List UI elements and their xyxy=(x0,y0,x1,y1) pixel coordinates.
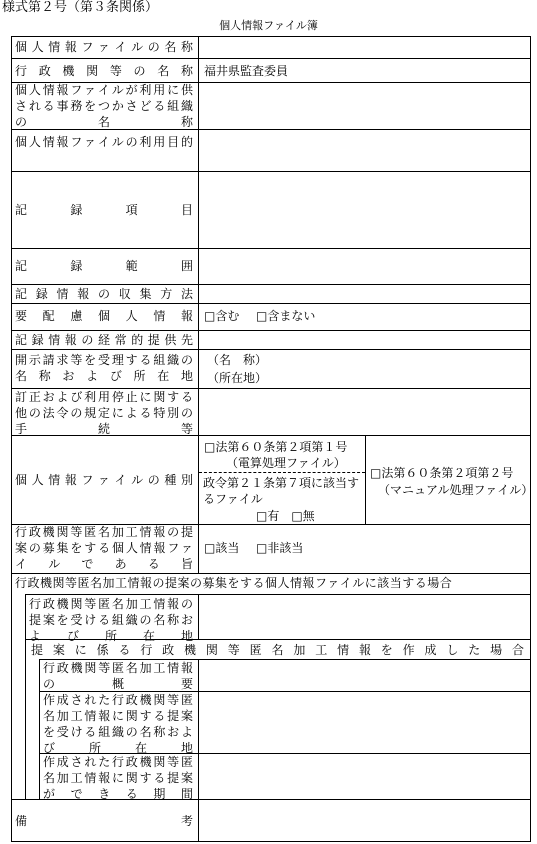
label-sensitive-info: 要配慮個人情報 xyxy=(15,309,194,323)
row-line xyxy=(11,330,531,331)
label-file-type: 個人情報ファイルの種別 xyxy=(15,473,194,487)
label-file-name: 個人情報ファイルの名称 xyxy=(15,40,194,54)
disclosure-address: （所在地） xyxy=(207,371,268,385)
label-disclosure-org: 開示請求等を受理する組織の名称および所在地 xyxy=(15,353,194,383)
row-line xyxy=(25,594,531,595)
row-line xyxy=(11,248,531,249)
row-line xyxy=(11,171,531,172)
file-register-table xyxy=(11,36,534,842)
checkbox-manual[interactable]: □法第６０条第２項第２号 xyxy=(370,466,514,480)
row-line xyxy=(11,58,531,59)
row-line xyxy=(11,303,531,304)
column-divider xyxy=(198,36,199,488)
electronic-sub: （電算処理ファイル） xyxy=(226,456,346,470)
decree-file: 政令第２１条第７項に該当するファイル xyxy=(203,476,360,506)
label-regular-provision: 記録情報の経常的提供先 xyxy=(15,333,194,347)
row-line xyxy=(11,573,531,574)
label-remarks: 備考 xyxy=(15,814,194,828)
checkbox-include[interactable]: □含む xyxy=(204,309,240,323)
checkbox-electronic[interactable]: □法第６０条第２項第１号 xyxy=(204,440,348,454)
label-record-items: 記録項目 xyxy=(15,203,194,217)
label-anon-receiver: 行政機関等匿名加工情報の提案を受ける組織の名称および所在地 xyxy=(29,597,194,643)
label-record-scope: 記録範囲 xyxy=(15,259,194,273)
label-anon-overview: 行政機関等匿名加工情報の概要 xyxy=(43,661,194,691)
label-anon-recruit: 行政機関等匿名加工情報の提案の募集をする個人情報ファイルである旨 xyxy=(15,525,194,571)
checkbox-exclude[interactable]: □含まない xyxy=(256,309,316,323)
row-line xyxy=(11,284,531,285)
label-using-org: 個人情報ファイルが利用に供される事務をつかさどる組織の名称 xyxy=(15,83,194,129)
label-collection-method: 記録情報の収集方法 xyxy=(15,287,194,301)
label-anon-created-receiver: 作成された行政機関等匿名加工情報に関する提案を受ける組織の名称および所在地 xyxy=(43,693,194,755)
document-title: 個人情報ファイル簿 xyxy=(219,19,318,32)
type-divider xyxy=(365,435,366,524)
row-line xyxy=(11,349,531,350)
checkbox-not-applicable[interactable]: □非該当 xyxy=(256,541,304,555)
label-org-name: 行政機関等の名称 xyxy=(15,64,194,78)
form-number: 様式第２号（第３条関係） xyxy=(2,0,159,15)
manual-sub: （マニュアル処理ファイル） xyxy=(378,483,534,497)
label-purpose: 個人情報ファイルの利用目的 xyxy=(15,135,194,149)
label-anon-period: 作成された行政機関等匿名加工情報に関する提案ができる期間 xyxy=(43,755,194,801)
value-org-name: 福井県監査委員 xyxy=(204,64,289,78)
column-divider xyxy=(198,799,199,842)
column-divider xyxy=(198,594,199,639)
label-anon-created-section: 提案に係る行政機関等匿名加工情報を作成した場合 xyxy=(31,643,525,657)
checkbox-applicable[interactable]: □該当 xyxy=(204,541,240,555)
decree-options[interactable]: □有 □無 xyxy=(256,509,315,523)
column-divider xyxy=(198,659,199,799)
label-anon-section: 行政機関等匿名加工情報の提案の募集をする個人情報ファイルに該当する場合 xyxy=(15,576,453,590)
disclosure-name: （名 称） xyxy=(207,353,268,367)
type-dashed-line xyxy=(199,472,365,473)
label-correction-procedure: 訂正および利用停止に関する他の法令の規定による特別の手続等 xyxy=(15,390,194,436)
